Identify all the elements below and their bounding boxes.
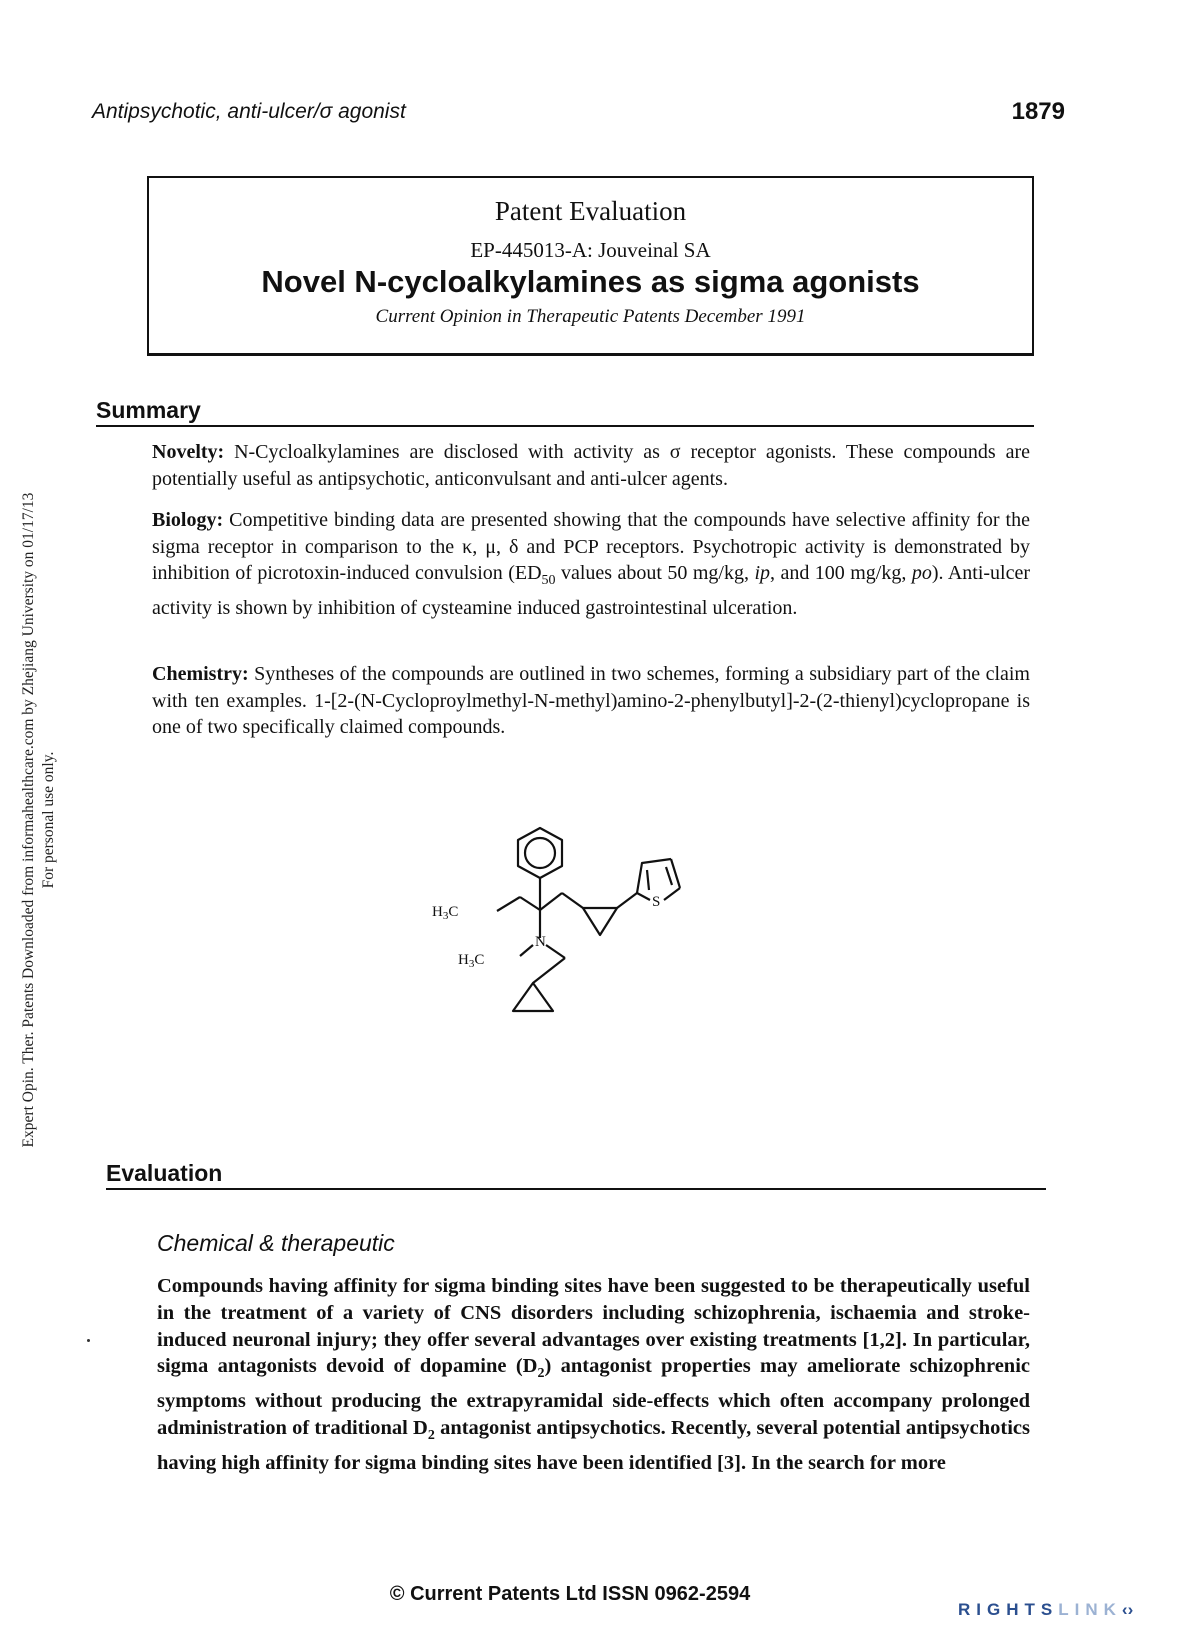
bond-butyl-2	[562, 893, 583, 908]
bond-to-thiophene	[617, 893, 637, 908]
thiophene-double-2	[666, 867, 672, 885]
po-route: po	[911, 562, 932, 584]
biology-text-2: values about 50 mg/kg,	[555, 562, 755, 584]
d2-subscript-2: 2	[427, 1428, 435, 1444]
rightslink-link: LINK	[1058, 1600, 1122, 1619]
label-nitrogen: N	[535, 934, 546, 950]
ip-route: ip	[754, 562, 770, 584]
chemical-therapeutic-subheading: Chemical & therapeutic	[157, 1230, 395, 1256]
patent-number: EP-445013-A: Jouveinal SA	[470, 238, 711, 262]
bond-ethyl-1	[520, 897, 540, 910]
cyclopropyl-ring	[513, 983, 553, 1011]
thiophene-s-right	[664, 888, 680, 900]
bond-n-methyl	[520, 945, 533, 956]
summary-rule	[96, 425, 1034, 427]
rightslink-rights: RIGHTS	[958, 1600, 1059, 1619]
phenyl-aromatic-circle	[525, 838, 555, 868]
cyclopropane-ring	[583, 908, 617, 935]
download-notice-line1: Expert Opin. Ther. Patents Downloaded from informahealthcare.com by Zhejiang University on 01/17/13	[20, 492, 37, 1148]
thiophene-top	[637, 859, 671, 893]
evaluation-heading: Evaluation	[106, 1160, 223, 1186]
novelty-paragraph	[152, 439, 1030, 492]
scan-artifact-dot	[87, 1339, 90, 1342]
label-h3c-ethyl: $H_3C$	[432, 904, 459, 922]
download-notice	[19, 460, 67, 1180]
ed50-subscript: 50	[541, 573, 556, 588]
article-title: Novel N-cycloalkylamines as sigma agonists	[261, 264, 920, 299]
bond-ch2-cyclopropyl	[533, 958, 565, 983]
evaluation-text-2: ) antagonist properties may ameliorate schizophrenic symptoms without producing the extrapyramidal side-effects which often accompany prolonged administration of traditional D	[157, 1355, 1030, 1440]
evaluation-rule	[106, 1188, 1046, 1190]
label-sulfur: S	[652, 894, 661, 910]
bond-n-ch2	[546, 945, 565, 958]
chemistry-label: Chemistry:	[152, 663, 249, 685]
page-number: 1879	[1011, 98, 1065, 125]
chemistry-paragraph	[152, 661, 1030, 741]
running-head: Antipsychotic, anti-ulcer/σ agonist	[92, 100, 406, 123]
journal-citation: Current Opinion in Therapeutic Patents December 1991	[375, 306, 806, 327]
chemistry-text: Syntheses of the compounds are outlined in two schemes, forming a subsidiary part of the claim with ten examples. 1-[2-(N-Cycloproylmethyl-N-methyl)amino-2-phenylbutyl]-2-(2-thienyl)cyclopropane is one of two specifically claimed compounds.	[152, 663, 1030, 738]
novelty-label: Novelty:	[152, 441, 225, 463]
d2-subscript-1: 2	[537, 1366, 545, 1382]
rightslink-logo	[958, 1600, 1133, 1620]
box-label: Patent Evaluation	[494, 196, 687, 226]
chemical-structure-diagram	[432, 820, 720, 1040]
summary-heading: Summary	[96, 397, 201, 423]
download-notice-line2: For personal use only.	[40, 751, 57, 889]
biology-paragraph	[152, 507, 1030, 621]
thiophene-double-1	[647, 870, 649, 890]
biology-text: Competitive binding data are presented showing that the compounds have selective affinity for the sigma receptor in comparison to the κ, μ, δ and PCP receptors. Psychotropic activity is demonstrated by inhibition of picrotoxin-induced convulsion (ED	[152, 509, 1030, 584]
thiophene-s-left	[637, 893, 650, 900]
rightslink-arrow-icon: ‹›	[1121, 1600, 1134, 1619]
bond-ethyl-2	[497, 897, 520, 911]
copyright-footer: © Current Patents Ltd ISSN 0962-2594	[389, 1583, 751, 1605]
evaluation-text-3: antagonist antipsychotics. Recently, several potential antipsychotics having high affinity for sigma binding sites have been identified [3]. In the search for more	[157, 1417, 1030, 1474]
label-h3c-nmethyl: $H_3C$	[458, 952, 485, 970]
biology-label: Biology:	[152, 509, 224, 531]
biology-text-4: ). Anti-ulcer activity is shown by inhibition of cysteamine induced gastrointestinal ulceration.	[152, 562, 1031, 619]
biology-text-3: , and 100 mg/kg,	[770, 562, 912, 584]
novelty-text: N-Cycloalkylamines are disclosed with activity as σ receptor agonists. These compounds are potentially useful as antipsychotic, anticonvulsant and anti-ulcer agents.	[152, 441, 1030, 490]
bond-butyl-1	[540, 893, 562, 910]
evaluation-text-1: Compounds having affinity for sigma binding sites have been suggested to be therapeutically useful in the treatment of a variety of CNS disorders including schizophrenia, ischaemia and stroke-induced neuronal injury; they offer several advantages over existing treatments [1,2]. In particular, sigma antagonists devoid of dopamine (D	[157, 1275, 1030, 1378]
patent-evaluation-box	[147, 176, 1034, 356]
evaluation-paragraph	[157, 1273, 1030, 1477]
